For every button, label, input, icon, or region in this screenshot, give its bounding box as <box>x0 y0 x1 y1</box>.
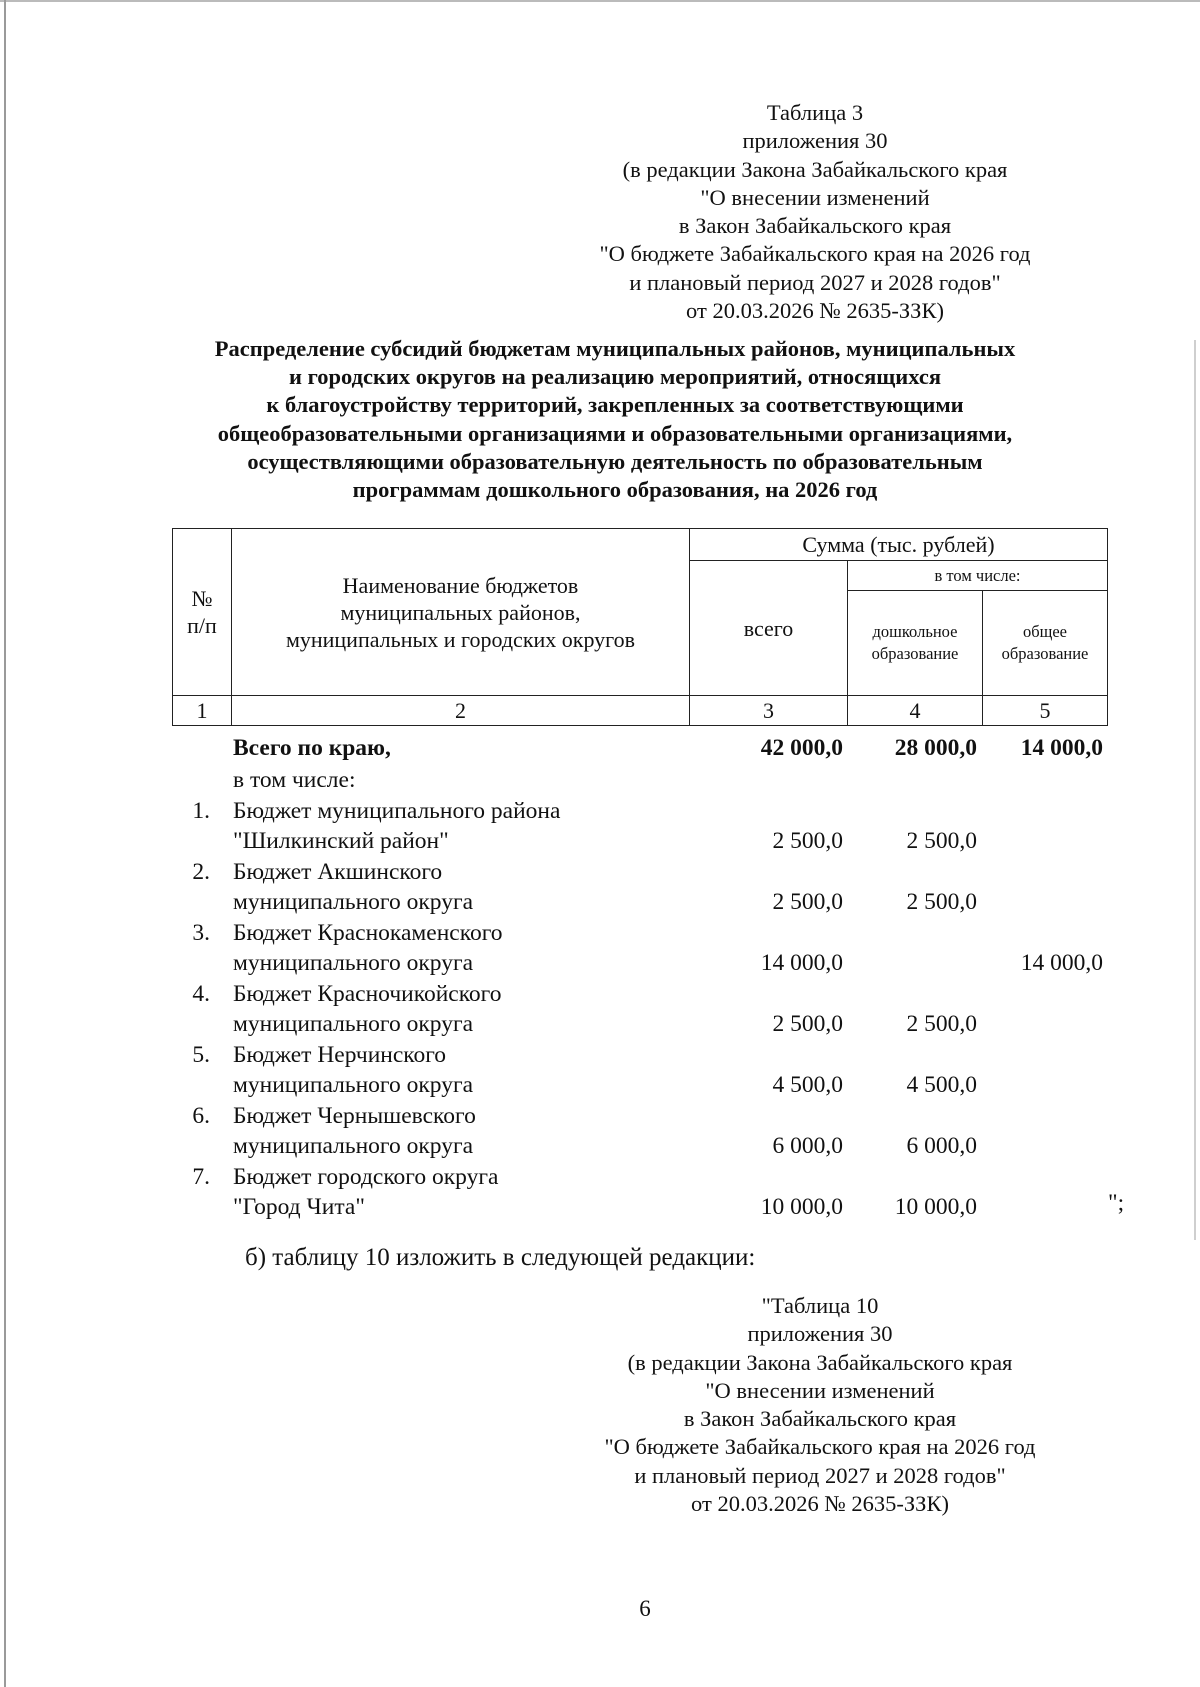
header-name-line: Наименование бюджетов <box>342 572 579 598</box>
row-name-line2: "Шилкинский район" <box>233 828 449 854</box>
including-row <box>0 765 1200 795</box>
row-number: 1. <box>192 798 210 824</box>
row-name-line1: Бюджет муниципального района <box>233 798 561 824</box>
header-name-line: муниципальных районов, <box>340 599 581 625</box>
row-number: 3. <box>192 920 210 946</box>
table-row <box>0 979 1200 1009</box>
row-general: 14 000,0 <box>1020 950 1103 976</box>
header-preschool-line: дошкольное <box>872 622 958 641</box>
header-general-line: общее <box>1023 622 1067 641</box>
header-preschool <box>848 591 983 696</box>
header-preschool-line: образование <box>871 644 959 663</box>
row-total: 2 500,0 <box>772 1011 843 1037</box>
row-preschool: 2 500,0 <box>906 828 977 854</box>
caption-line: "О внесении изменений <box>705 1377 935 1403</box>
row-name-line2: муниципального округа <box>233 950 474 976</box>
row-name-line1: Бюджет Краснокаменского <box>233 920 503 946</box>
table-row <box>0 796 1200 826</box>
total-row-general: 14 000,0 <box>1020 735 1103 761</box>
row-number: 4. <box>192 981 210 1007</box>
table-row <box>0 1070 1200 1100</box>
table-row <box>0 1162 1200 1192</box>
row-name-line2: муниципального округа <box>233 889 474 915</box>
header-num-cell <box>173 529 232 696</box>
row-total: 10 000,0 <box>760 1194 843 1220</box>
row-preschool: 6 000,0 <box>906 1133 977 1159</box>
caption-line: "О внесении изменений <box>700 184 930 210</box>
table-row <box>0 918 1200 948</box>
row-preschool: 2 500,0 <box>906 889 977 915</box>
including-label: в том числе: <box>233 767 356 793</box>
header-general <box>983 591 1108 696</box>
row-number: 2. <box>192 859 210 885</box>
instruction-text: б) таблицу 10 изложить в следующей редакции: <box>245 1244 756 1271</box>
row-total: 4 500,0 <box>772 1072 843 1098</box>
row-name-line1: Бюджет Чернышевского <box>233 1103 476 1129</box>
caption-line: Таблица 3 <box>766 100 864 125</box>
column-number: 3 <box>690 696 848 726</box>
total-row <box>0 733 1200 763</box>
column-number: 4 <box>848 696 983 726</box>
table-row <box>0 1101 1200 1131</box>
closing-quote-mark: "; <box>1108 1190 1125 1216</box>
header-including: в том числе: <box>848 561 1108 591</box>
row-preschool: 4 500,0 <box>906 1072 977 1098</box>
header-general-line: образование <box>1001 644 1089 663</box>
column-number: 1 <box>173 696 232 726</box>
header-name-cell <box>232 529 690 696</box>
caption-line: "Таблица 10 <box>761 1293 879 1318</box>
caption-line: от 20.03.2026 № 2635-ЗЗК) <box>686 298 944 324</box>
caption-line: приложения 30 <box>747 1321 893 1347</box>
subsidy-table-header <box>172 528 1108 726</box>
caption-line: и плановый период 2027 и 2028 годов" <box>629 269 1001 295</box>
header-num-abbr: п/п <box>187 613 217 638</box>
row-name-line1: Бюджет городского округа <box>233 1164 499 1190</box>
row-name-line2: муниципального округа <box>233 1011 474 1037</box>
caption-line: "О бюджете Забайкальского края на 2026 год <box>599 241 1031 267</box>
column-number: 5 <box>983 696 1108 726</box>
title-line: программам дошкольного образования, на 2026 год <box>352 477 878 503</box>
row-preschool: 2 500,0 <box>906 1011 977 1037</box>
title-line: осуществляющими образовательную деятельность по образовательным <box>247 448 983 474</box>
table-row <box>0 948 1200 978</box>
row-name-line1: Бюджет Акшинского <box>233 859 443 885</box>
caption-line: (в редакции Закона Забайкальского края <box>627 1349 1013 1375</box>
row-number: 5. <box>192 1042 210 1068</box>
table-row <box>0 1192 1200 1222</box>
document-title <box>150 335 1080 504</box>
row-number: 7. <box>192 1164 210 1190</box>
row-total: 14 000,0 <box>760 950 843 976</box>
caption-line: в Закон Забайкальского края <box>683 1406 957 1432</box>
table-row <box>0 826 1200 856</box>
row-number: 6. <box>192 1103 210 1129</box>
row-name-line1: Бюджет Нерчинского <box>233 1042 447 1068</box>
table-row <box>0 1009 1200 1039</box>
table-caption-bottom <box>580 1292 1060 1518</box>
header-num-symbol: № <box>191 586 213 611</box>
header-sum-title: Сумма (тыс. рублей) <box>690 529 1108 561</box>
row-name-line2: "Город Чита" <box>233 1194 365 1220</box>
title-line: общеобразовательными организациями и образовательными организациями, <box>217 420 1013 446</box>
table-row <box>0 1040 1200 1070</box>
table-caption-top <box>575 99 1055 325</box>
row-preschool: 10 000,0 <box>894 1194 977 1220</box>
table-row <box>0 1131 1200 1161</box>
row-name-line2: муниципального округа <box>233 1133 474 1159</box>
header-name-line: муниципальных и городских округов <box>285 626 636 652</box>
table-row <box>0 887 1200 917</box>
caption-line: (в редакции Закона Забайкальского края <box>622 156 1008 182</box>
row-name-line1: Бюджет Красночикойского <box>233 981 502 1007</box>
caption-line: от 20.03.2026 № 2635-ЗЗК) <box>691 1491 949 1517</box>
page-number: 6 <box>639 1596 651 1621</box>
caption-line: "О бюджете Забайкальского края на 2026 год <box>604 1434 1036 1460</box>
row-name-line2: муниципального округа <box>233 1072 474 1098</box>
title-line: к благоустройству территорий, закрепленных за соответствующими <box>266 392 964 418</box>
caption-line: приложения 30 <box>742 128 888 154</box>
scan-edge-top <box>0 0 1200 2</box>
title-line: Распределение субсидий бюджетам муниципальных районов, муниципальных <box>214 336 1016 361</box>
row-total: 6 000,0 <box>772 1133 843 1159</box>
caption-line: в Закон Забайкальского края <box>678 213 952 239</box>
total-row-total: 42 000,0 <box>760 735 843 761</box>
column-number: 2 <box>232 696 690 726</box>
row-total: 2 500,0 <box>772 828 843 854</box>
row-total: 2 500,0 <box>772 889 843 915</box>
total-row-name: Всего по краю, <box>233 735 391 761</box>
total-row-preschool: 28 000,0 <box>894 735 977 761</box>
header-total: всего <box>690 561 848 696</box>
title-line: и городских округов на реализацию мероприятий, относящихся <box>288 364 942 390</box>
table-row <box>0 857 1200 887</box>
caption-line: и плановый период 2027 и 2028 годов" <box>634 1462 1006 1488</box>
